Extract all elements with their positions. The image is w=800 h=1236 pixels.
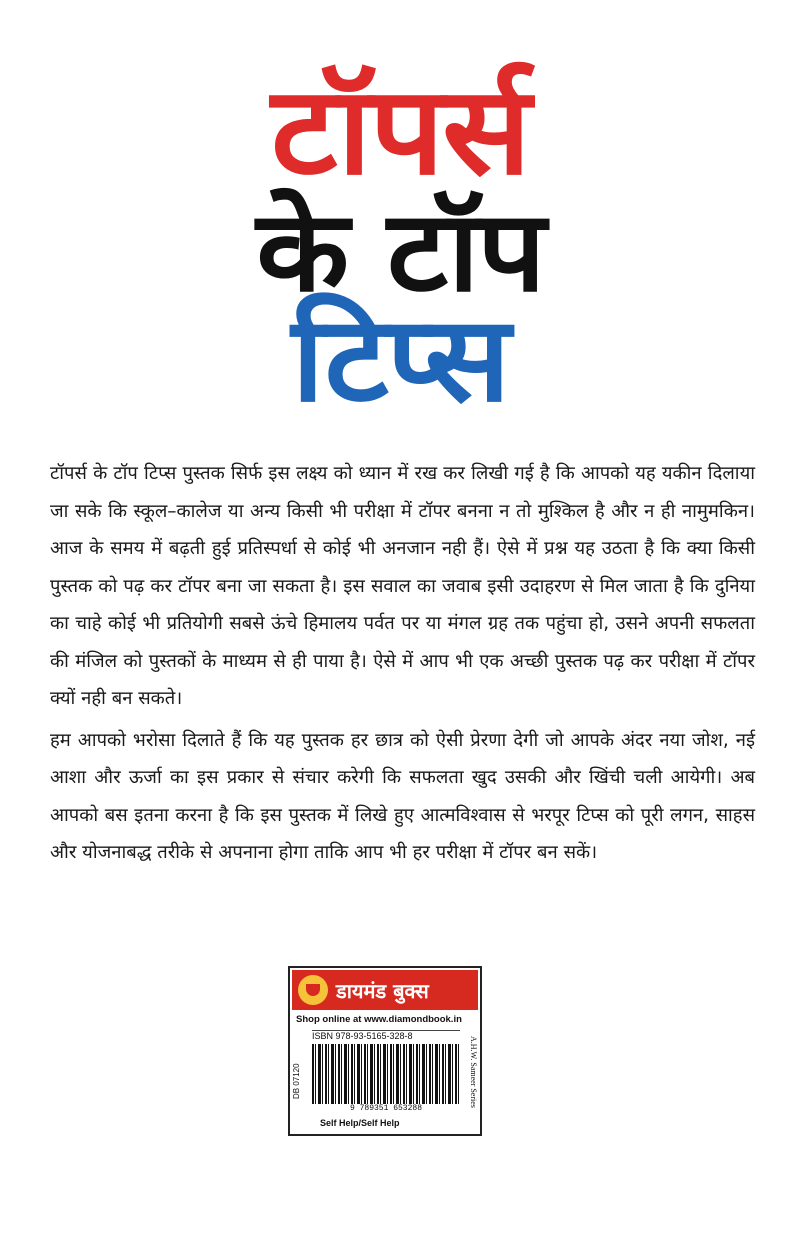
book-title bbox=[0, 60, 800, 428]
publisher-logo bbox=[292, 970, 478, 1010]
publisher-barcode-box bbox=[288, 966, 482, 1136]
book-category: Self Help/Self Help bbox=[320, 1118, 400, 1128]
book-blurb bbox=[50, 455, 755, 876]
book-code: DB 07120 bbox=[292, 1063, 301, 1099]
title-line-toppers: टॉपर्स bbox=[271, 60, 529, 202]
diamond-logo-icon bbox=[298, 975, 328, 1005]
barcode-digits: 9 789351 653288 bbox=[312, 1104, 460, 1114]
blurb-paragraph-2: हम आपको भरोसा दिलाते हैं कि यह पुस्तक हर छात्र को ऐसी प्रेरणा देगी जो आपके अंदर नया जोश, नई आशा और ऊर्जा का इस प्रकार से संचार करेगी कि सफलता खुद उसकी और खिंची चली आयेगी। अब आपको बस इतना करना है कि इस पुस्तक में लिखे हुए आत्मविश्वास से भरपूर टिप्स को पूरी लगन, साहस और योजनाबद्ध तरीके से अपनाना होगा ताकि आप भी हर परीक्षा में टॉपर बन सकें। bbox=[50, 729, 755, 863]
shop-online-text: Shop online at www.diamondbook.in bbox=[296, 1014, 462, 1025]
title-line-ke-top: के टॉप bbox=[256, 187, 544, 317]
publisher-name: डायमंड बुक्स bbox=[336, 978, 429, 1003]
series-name: A.H.W. Sameer Series bbox=[469, 1036, 478, 1108]
title-line-tips: टिप्स bbox=[291, 290, 509, 428]
barcode bbox=[312, 1044, 460, 1108]
isbn-text: ISBN 978-93-5165-328-8 bbox=[312, 1030, 460, 1043]
blurb-paragraph-1: टॉपर्स के टॉप टिप्स पुस्तक सिर्फ इस लक्ष्य को ध्यान में रख कर लिखी गई है कि आपको यह यकीन दिलाया जा सके कि स्कूल–कालेज या अन्य किसी भी परीक्षा में टॉपर बनना न तो मुश्किल है और न ही नामुमकिन। आज के समय में बढ़ती हुई प्रतिस्पर्धा से कोई भी अनजान नही हैं। ऐसे में प्रश्न यह उठता है कि क्या किसी पुस्तक को पढ़ कर टॉपर बना जा सकता है। इस सवाल का जवाब इसी उदाहरण से मिल जाता है कि दुनिया का चाहे कोई भी प्रतियोगी सबसे ऊंचे हिमालय पर्वत पर या मंगल ग्रह तक पहुंचा हो, उसने अपनी सफलता की मंजिल को पुस्तकों के माध्यम से ही पाया है। ऐसे में आप भी एक अच्छी पुस्तक पढ़ कर परीक्षा में टॉपर क्यों नही बन सकते। bbox=[50, 463, 755, 709]
